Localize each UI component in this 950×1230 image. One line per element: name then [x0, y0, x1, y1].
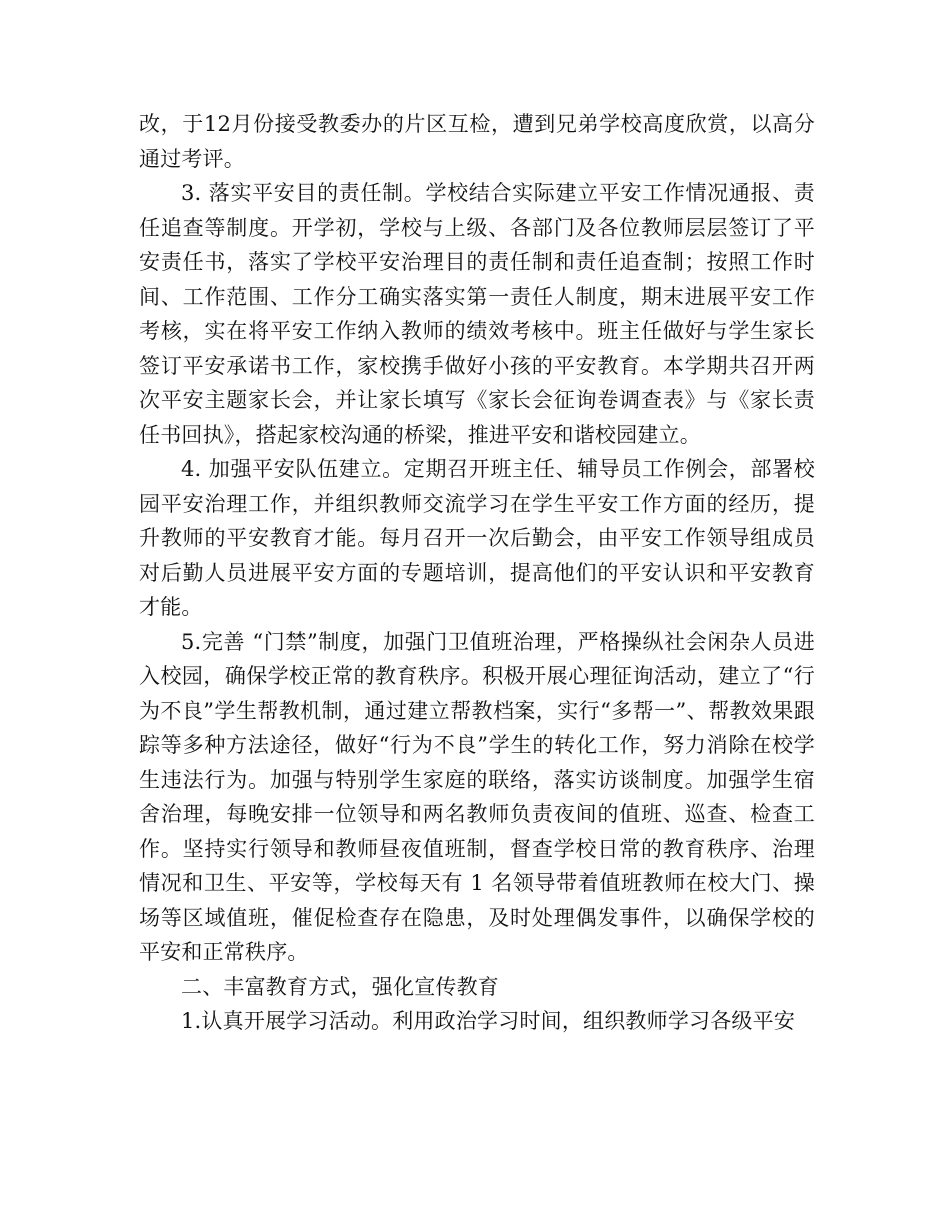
paragraph-item-3: 3. 落实平安目的责任制。学校结合实际建立平安工作情况通报、责任追查等制度。开学初，学校与上级、各部门及各位教师层层签订了平安责任书，落实了学校平安治理目的责任制和责任追查制；按照工作时间、工作范围、工作分工确实落实第一责任人制度，期末进展平安工作考核，实在将平安工作纳入教师的绩效考核中。班主任做好与学生家长签订平安承诺书工作，家校携手做好小孩的平安教育。本学期共召开两次平安主题家长会，并让家长填写《家长会征询卷调查表》与《家长责任书回执》，搭起家校沟通的桥梁，推进平安和谐校园建立。: [139, 181, 815, 447]
section-heading: 二、丰富教育方式，强化宣传教育: [181, 974, 499, 999]
paragraph-continuation: 改，于12月份接受教委办的片区互检，遭到兄弟学校高度欣赏，以高分通过考评。: [139, 112, 815, 171]
document-body: [139, 107, 815, 1039]
paragraph-section2-item-1: 1.认真开展学习活动。利用政治学习时间，组织教师学习各级平安: [181, 1009, 796, 1033]
paragraph-item-5: 5.完善 “门禁”制度，加强门卫值班治理，严格操纵社会闲杂人员进入校园，确保学校正常的教育秩序。积极开展心理征询活动，建立了“行为不良”学生帮教机制，通过建立帮教档案，实行“多帮一”、帮教效果跟踪等多种方法途径，做好“行为不良”学生的转化工作，努力消除在校学生违法行为。加强与特别学生家庭的联络，落实访谈制度。加强学生宿舍治理，每晚安排一位领导和两名教师负责夜间的值班、巡查、检查工作。坚持实行领导和教师昼夜值班制，督查学校日常的教育秩序、治理情况和卫生、平安等，学校每天有 1 名领导带着值班教师在校大门、操场等区域值班，催促检查存在隐患，及时处理偶发事件，以确保学校的平安和正常秩序。: [139, 629, 815, 964]
paragraph-item-4: 4. 加强平安队伍建立。定期召开班主任、辅导员工作例会，部署校园平安治理工作，并组织教师交流学习在学生平安工作方面的经历，提升教师的平安教育才能。每月召开一次后勤会，由平安工作领导组成员对后勤人员进展平安方面的专题培训，提高他们的平安认识和平安教育才能。: [139, 457, 815, 619]
